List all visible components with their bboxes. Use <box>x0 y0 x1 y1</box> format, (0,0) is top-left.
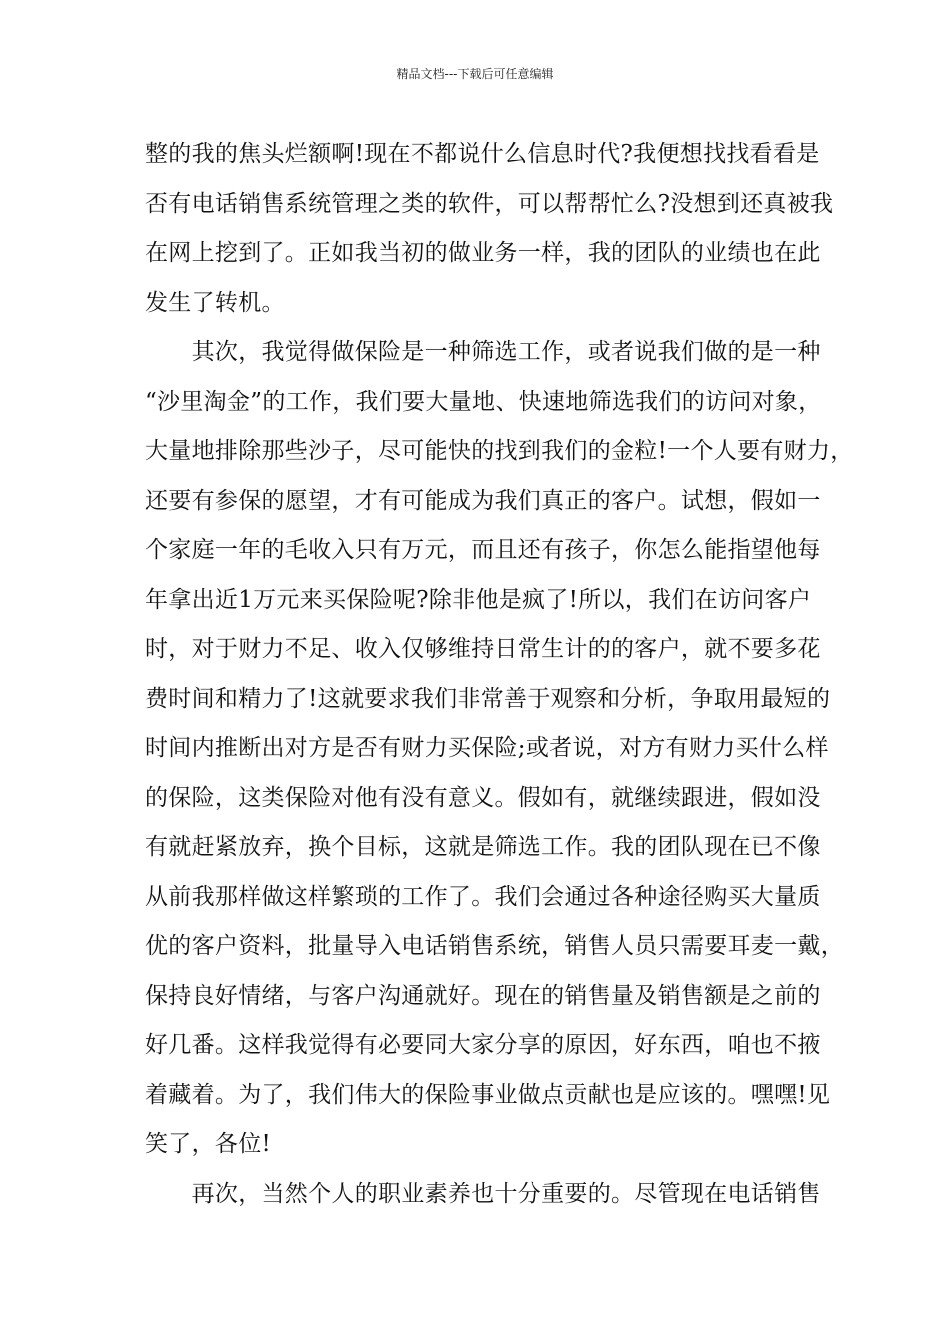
text-line: 大量地排除那些沙子，尽可能快的找到我们的金粒!一个人要有财力， <box>145 438 854 464</box>
text-line: 的保险，这类保险对他有没有意义。假如有，就继续跟进，假如没 <box>145 784 821 811</box>
text-line: 其次，我觉得做保险是一种筛选工作，或者说我们做的是一种 <box>145 339 821 365</box>
text-line: 还要有参保的愿望，才有可能成为我们真正的客户。试想，假如一 <box>145 487 821 514</box>
text-line: 年拿出近1万元来买保险呢?除非他是疯了!所以，我们在访问客户 <box>145 586 812 613</box>
page-header: 精品文档---下载后可任意编辑 <box>396 67 554 81</box>
text-line: 时，对于财力不足、收入仅够维持日常生计的的客户，就不要多花 <box>145 636 821 662</box>
text-line: 有就赶紧放弃，换个目标，这就是筛选工作。我的团队现在已不像 <box>145 834 821 860</box>
text-line: 再次，当然个人的职业素养也十分重要的。尽管现在电话销售 <box>145 1180 821 1207</box>
text-line: 整的我的焦头烂额啊!现在不都说什么信息时代?我便想找找看看是 <box>145 141 820 167</box>
text-line: 从前我那样做这样繁琐的工作了。我们会通过各种途径购买大量质 <box>145 883 821 910</box>
text-line: 个家庭一年的毛收入只有万元，而且还有孩子，你怎么能指望他每 <box>145 537 821 563</box>
text-line: 笑了，各位! <box>145 1131 272 1157</box>
text-line: 发生了转机。 <box>145 289 285 316</box>
text-line: “沙里淘金”的工作，我们要大量地、快速地筛选我们的访问对象， <box>145 388 822 415</box>
text-line: 在网上挖到了。正如我当初的做业务一样，我的团队的业绩也在此 <box>145 240 821 266</box>
document-body <box>145 130 854 1219</box>
text-line: 优的客户资料，批量导入电话销售系统，销售人员只需要耳麦一戴， <box>145 933 844 959</box>
text-line: 费时间和精力了!这就要求我们非常善于观察和分析，争取用最短的 <box>145 685 831 712</box>
text-line: 否有电话销售系统管理之类的软件，可以帮帮忙么?没想到还真被我 <box>145 190 834 217</box>
text-line: 好几番。这样我觉得有必要同大家分享的原因，好东西，咱也不掖 <box>145 1032 821 1058</box>
text-line: 时间内推断出对方是否有财力买保险;或者说，对方有财力买什么样 <box>145 735 829 761</box>
text-line: 保持良好情绪，与客户沟通就好。现在的销售量及销售额是之前的 <box>145 982 821 1009</box>
text-line: 着藏着。为了，我们伟大的保险事业做点贡献也是应该的。嘿嘿!见 <box>145 1081 831 1108</box>
